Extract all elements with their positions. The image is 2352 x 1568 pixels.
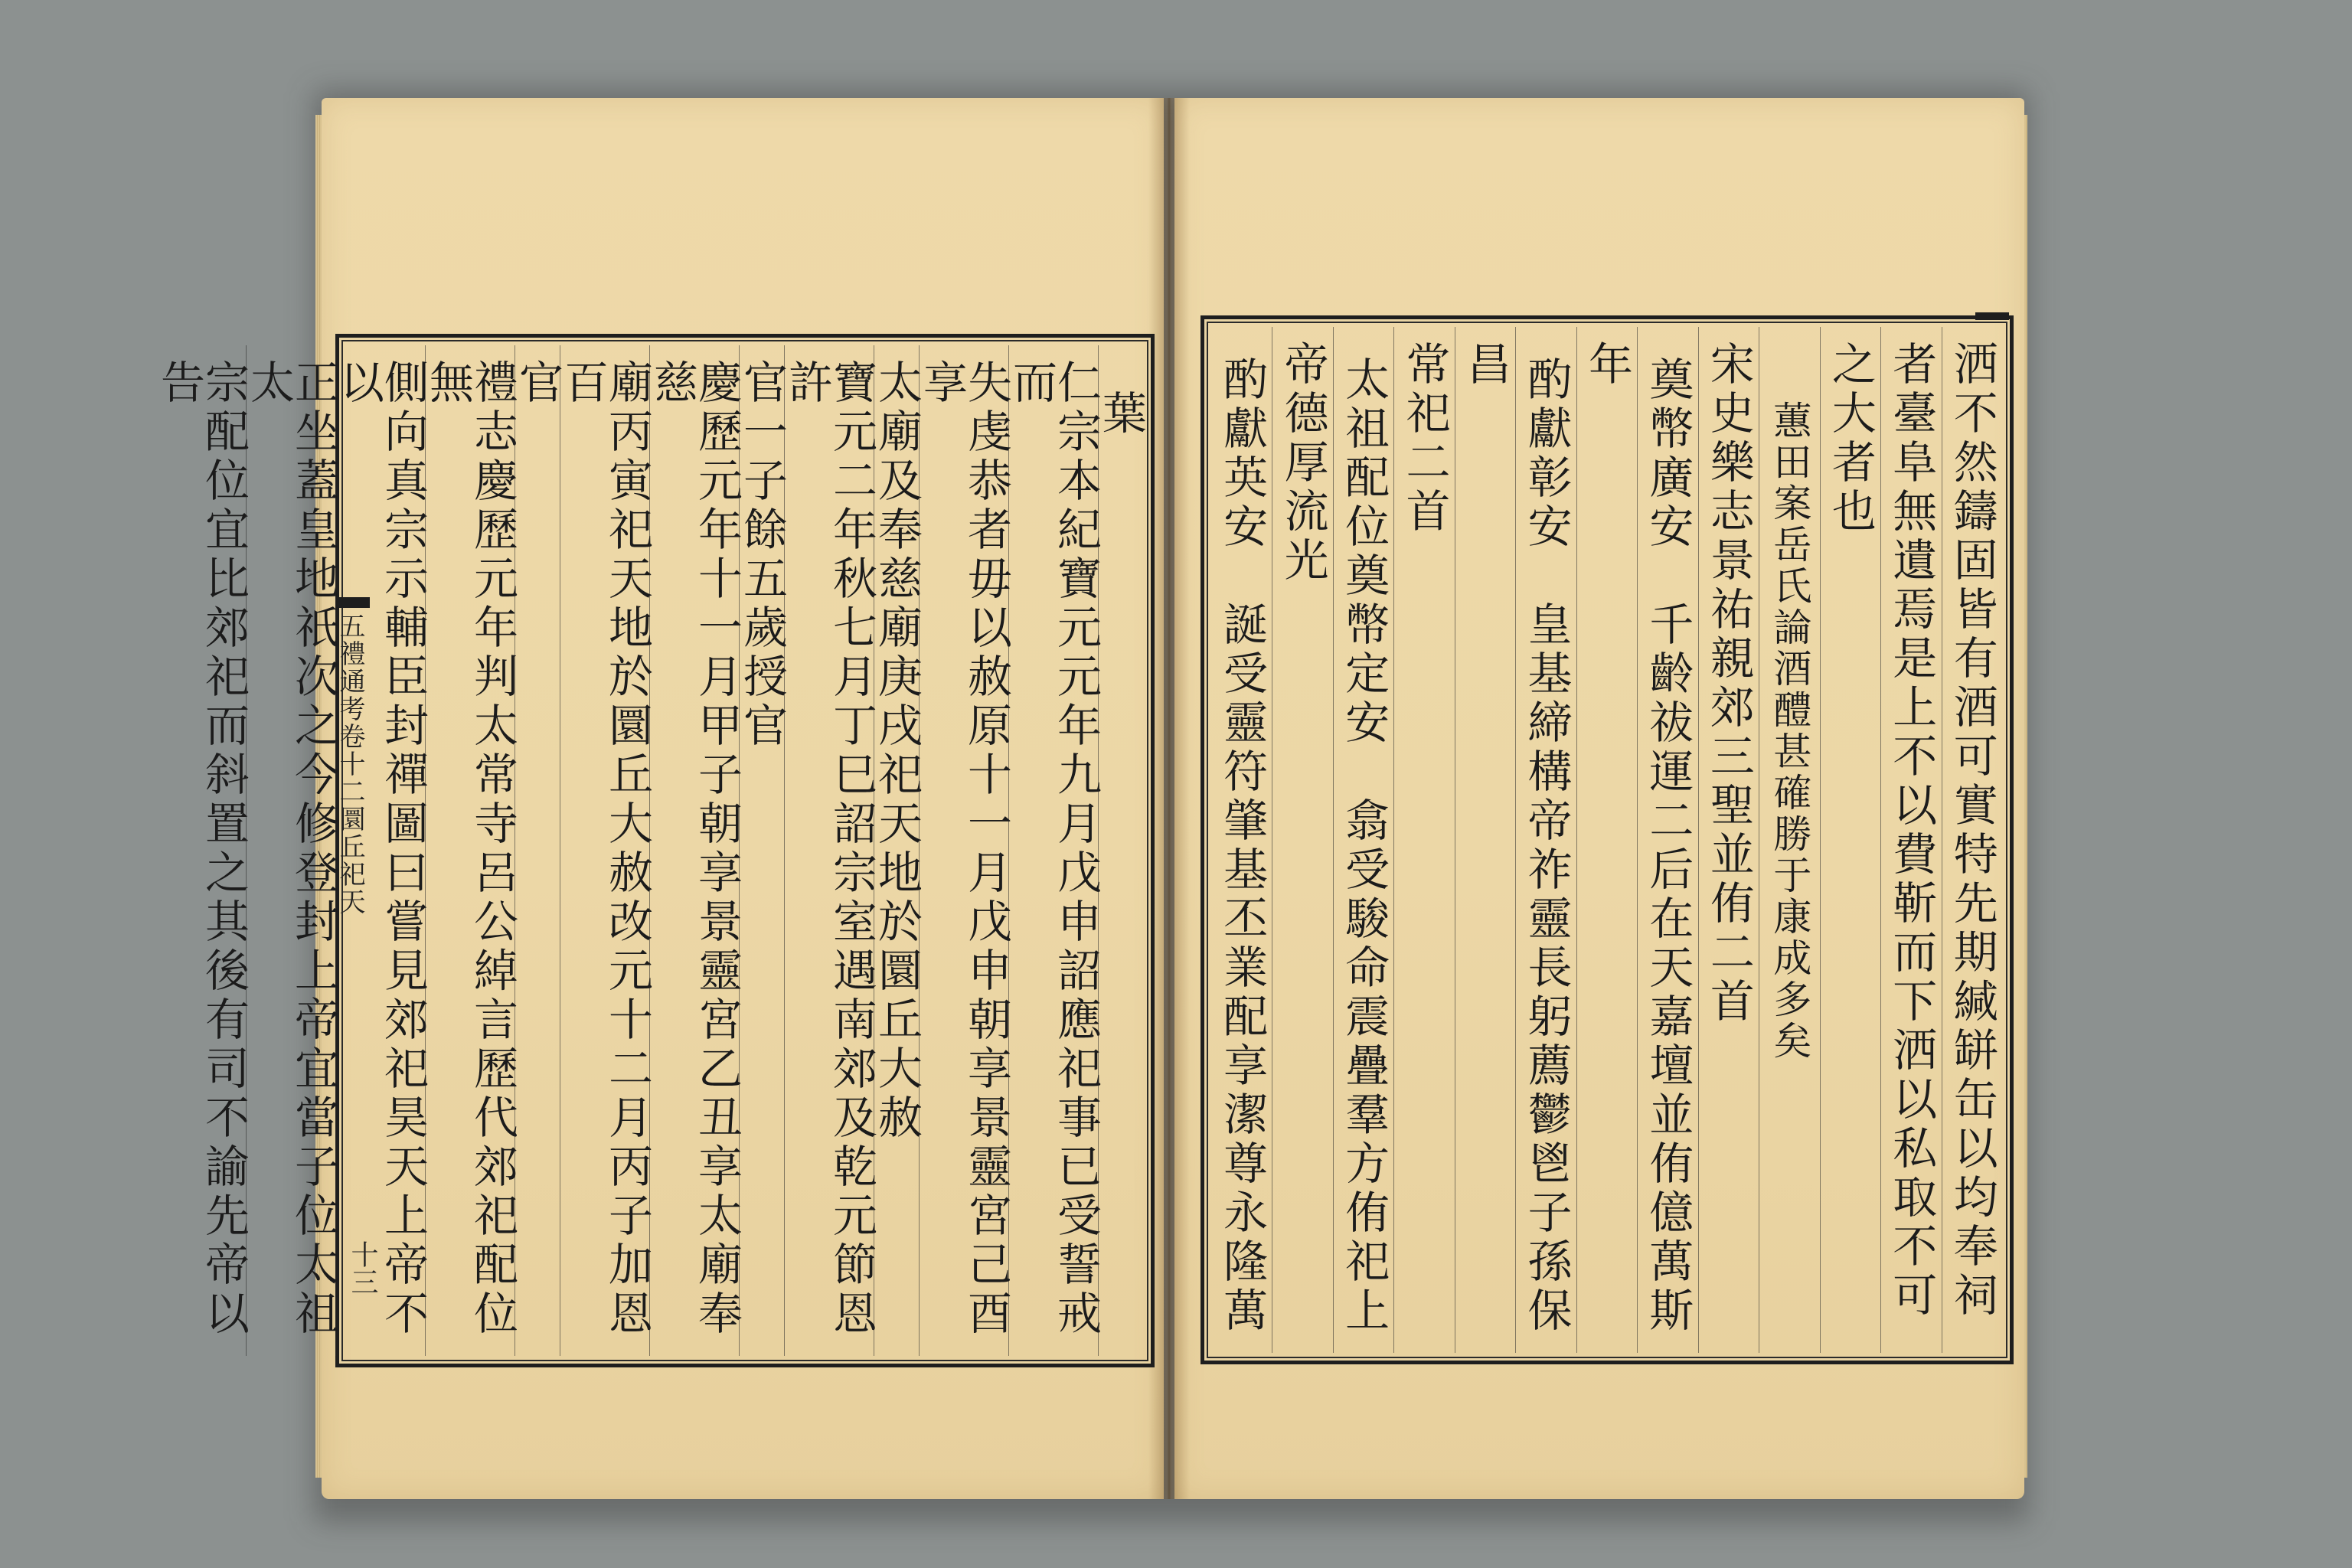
right-text-frame — [1200, 315, 2014, 1364]
text-column — [243, 345, 339, 1356]
column-text: 廟丙寅祀天地於圜丘大赦改元十二月丙子加恩百 — [557, 359, 653, 1339]
column-text: 失虔恭者毋以赦原十一月戊申朝享景靈宮己酉享 — [916, 359, 1012, 1339]
column-text: 宗配位宜比郊祀而斜置之其後有司不諭先帝以告 — [153, 359, 250, 1339]
column-text: 太廟及奉慈廟庚戌祀天地於圜丘大赦 — [871, 359, 923, 1143]
left-columns — [153, 345, 1147, 1356]
column-text: 正坐蓋皇地祇次之今修登封上帝宜當子位太祖太 — [243, 359, 339, 1339]
column-text: 昌 — [1459, 341, 1512, 390]
text-column — [1333, 327, 1393, 1353]
text-column — [422, 345, 518, 1356]
column-text: 慶歷元年十一月甲子朝享景靈宮乙丑享太廟奉慈 — [646, 359, 743, 1339]
column-text: 寶元二年秋七月丁巳詔宗室遇南郊及乾元節恩許 — [781, 359, 877, 1339]
spine-title: 五禮通考卷十二圜丘祀天 — [335, 612, 365, 916]
text-column — [153, 345, 250, 1356]
column-text: 宋史樂志景祐親郊三聖並侑二首 — [1702, 341, 1755, 1027]
column-text: 酌獻英安 誕受靈符肇基丕業配享潔尊永隆萬 — [1216, 356, 1269, 1336]
leaf-number: 十三 — [347, 1240, 378, 1295]
text-column — [1698, 327, 1759, 1353]
text-column — [1212, 327, 1272, 1353]
text-column — [1393, 327, 1454, 1353]
text-column — [781, 345, 877, 1356]
text-column — [646, 345, 743, 1356]
text-column — [736, 345, 788, 1356]
text-column — [1942, 327, 2002, 1353]
fish-tail-mark — [1975, 312, 2009, 320]
right-columns — [1212, 327, 2002, 1353]
book-gutter — [1148, 98, 1190, 1499]
text-column — [1095, 345, 1147, 1356]
text-column — [1880, 327, 1941, 1353]
column-text: 奠幣廣安 千齡祓運二后在天嘉壇並侑億萬斯 — [1642, 356, 1694, 1336]
column-text: 官一子餘五歲授官 — [736, 359, 788, 751]
column-text: 帝德厚流光 — [1276, 341, 1329, 586]
column-text: 常祀二首 — [1398, 341, 1451, 537]
fish-tail-mark — [339, 597, 370, 608]
text-column — [1759, 327, 1819, 1353]
column-text: 太祖配位奠幣定安 翕受駿命震疊羣方侑祀上 — [1338, 356, 1390, 1336]
text-column — [511, 345, 564, 1356]
column-text: 洒不然鑄固皆有酒可實特先期緘缾缶以均奉祠 — [1945, 341, 1998, 1321]
column-text: 年 — [1580, 341, 1633, 390]
column-text: 者臺阜無遺焉是上不以費靳而下洒以私取不可 — [1885, 341, 1938, 1321]
column-text: 禮志慶歷元年判太常寺呂公綽言歷代郊祀配位無 — [422, 359, 518, 1339]
text-column — [1005, 345, 1102, 1356]
column-text: 側向真宗示輔臣封禪圖曰嘗見郊祀昊天上帝不以 — [332, 359, 429, 1339]
column-text: 仁宗本紀寶元元年九月戊申詔應祀事已受誓戒而 — [1005, 359, 1102, 1339]
column-text: 之大者也 — [1824, 341, 1877, 537]
text-column — [871, 345, 923, 1356]
column-text: 葉 — [1095, 390, 1147, 439]
text-column — [1272, 327, 1332, 1353]
text-column — [916, 345, 1012, 1356]
text-column — [1576, 327, 1637, 1353]
text-column — [557, 345, 653, 1356]
text-column — [1820, 327, 1880, 1353]
column-text: 官 — [511, 359, 564, 408]
column-text: 酌獻彰安 皇基締構帝祚靈長躬薦鬱鬯子孫保 — [1520, 356, 1573, 1336]
left-text-frame — [153, 334, 1155, 1367]
column-text: 蕙田案岳氏論酒醴甚確勝于康成多矣 — [1767, 400, 1812, 1062]
text-column — [1455, 327, 1515, 1353]
text-column — [1637, 327, 1697, 1353]
text-column — [1515, 327, 1576, 1353]
